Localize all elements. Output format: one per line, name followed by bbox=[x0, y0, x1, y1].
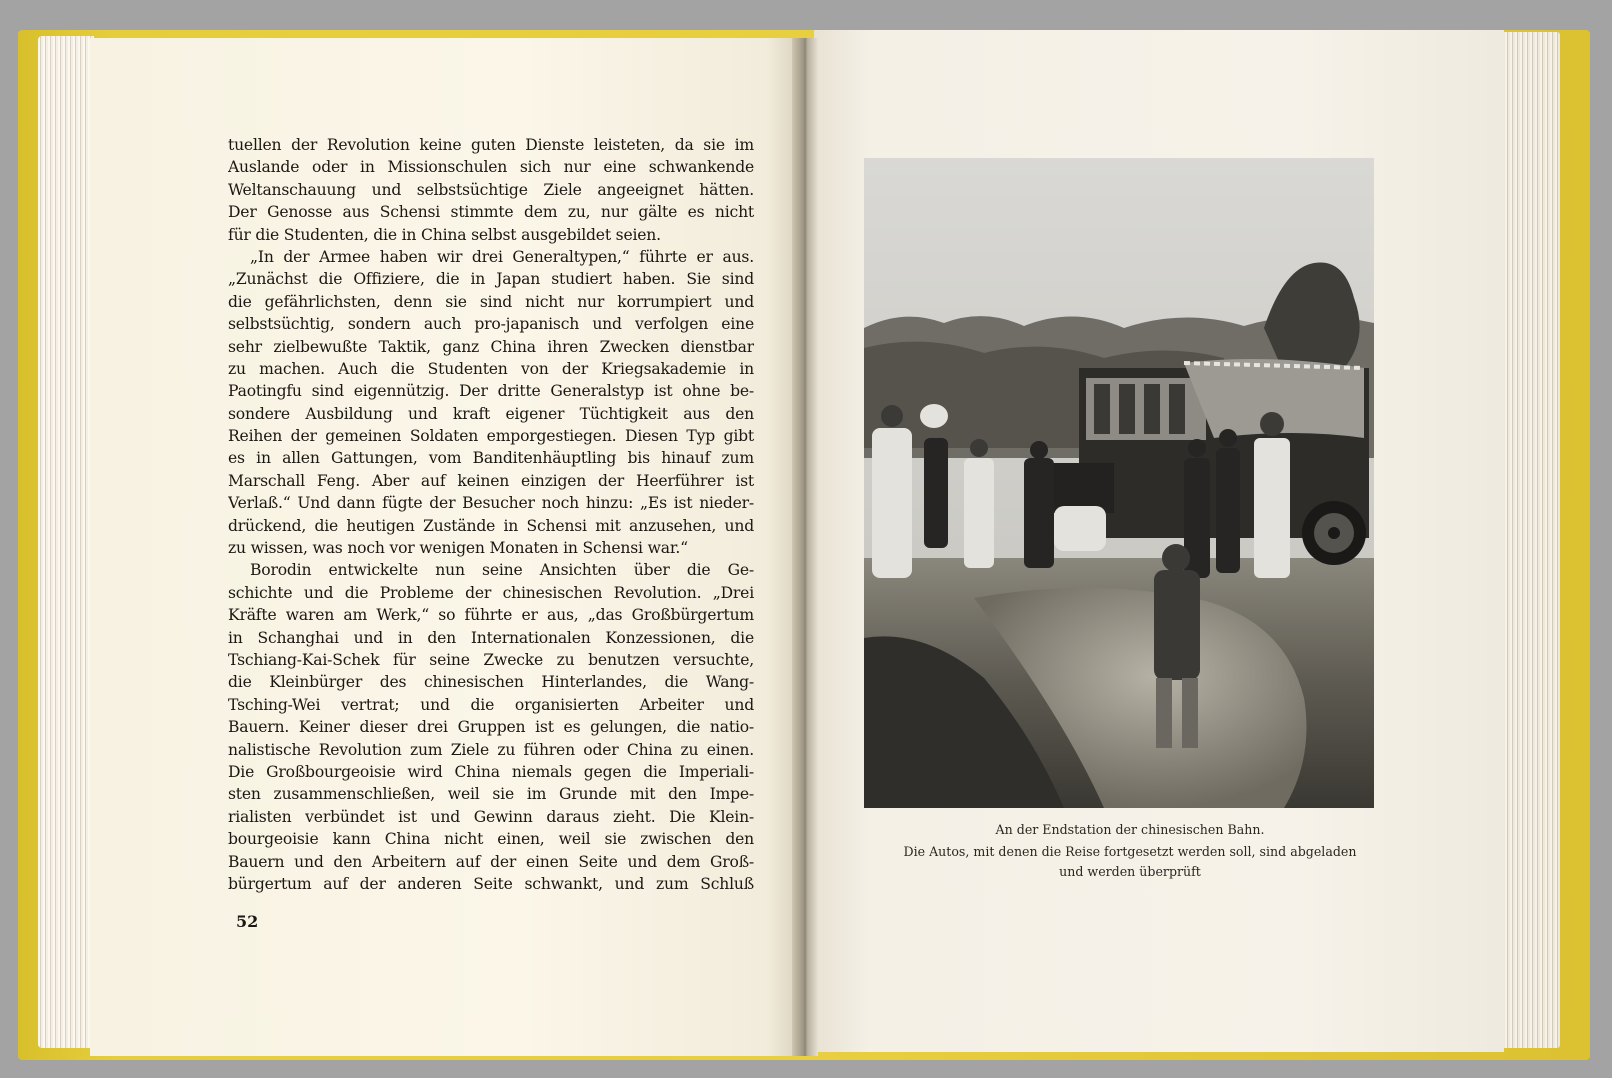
left-page-body-text bbox=[228, 134, 754, 895]
text-line: sondere Ausbildung und kraft eigener Tüchtigkeit aus den bbox=[228, 404, 754, 423]
page-number: 52 bbox=[236, 912, 259, 931]
text-line: nalistische Revolution zum Ziele zu führen oder China zu einen. bbox=[228, 740, 754, 759]
text-line: „Zunächst die Offiziere, die in Japan studiert haben. Sie sind bbox=[228, 270, 754, 289]
text-line: Borodin entwickelte nun seine Ansichten über die Ge- bbox=[250, 561, 754, 580]
photo-caption-line: und werden überprüft bbox=[1059, 864, 1201, 879]
text-line: Die Großbourgeoisie wird China niemals gegen die Imperiali- bbox=[228, 762, 754, 781]
text-line: tuellen der Revolution keine guten Dienste leisteten, da sie im bbox=[228, 136, 754, 154]
text-line: „In der Armee haben wir drei Generaltypen,“ führte er aus. bbox=[250, 247, 754, 266]
page-edges-right bbox=[1500, 32, 1560, 1048]
text-line: Bauern. Keiner dieser drei Gruppen ist es gelungen, die natio- bbox=[228, 718, 754, 737]
text-line: zu wissen, was noch vor wenigen Monaten in Schensi war.“ bbox=[228, 539, 688, 558]
text-line: bürgertum auf der anderen Seite schwankt, und zum Schluß bbox=[228, 874, 754, 893]
text-line: rialisten verbündet ist und Gewinn daraus zieht. Die Klein- bbox=[228, 807, 754, 826]
text-line: Paotingfu sind eigennützig. Der dritte Generalstyp ist ohne be- bbox=[228, 382, 754, 401]
text-line: Tsching-Wei vertrat; und die organisierten Arbeiter und bbox=[228, 695, 754, 714]
page-edges-left bbox=[38, 36, 94, 1048]
book-gutter bbox=[792, 38, 818, 1056]
photo-caption-line: Die Autos, mit denen die Reise fortgesetzt werden soll, sind abgeladen bbox=[903, 844, 1357, 859]
photograph bbox=[864, 158, 1374, 808]
text-line: es in allen Gattungen, vom Banditenhäuptling bis hinauf zum bbox=[228, 449, 754, 468]
text-line: Marschall Feng. Aber auf keinen einzigen der Heerführer ist bbox=[228, 471, 754, 490]
text-line: drückend, die heutigen Zustände in Schensi mit anzusehen, und bbox=[228, 516, 754, 535]
text-line: zu machen. Auch die Studenten von der Kriegsakademie in bbox=[228, 359, 754, 378]
text-line: schichte und die Probleme der chinesischen Revolution. „Drei bbox=[228, 583, 754, 602]
text-line: sehr zielbewußte Taktik, ganz China ihren Zwecken dienstbar bbox=[228, 337, 754, 356]
text-line: Verlaß.“ Und dann fügte der Besucher noch hinzu: „Es ist nieder- bbox=[228, 494, 754, 513]
text-line: selbstsüchtig, sondern auch pro-japanisch und verfolgen eine bbox=[228, 315, 754, 334]
text-line: Weltanschauung und selbstsüchtige Ziele angeeignet hätten. bbox=[228, 180, 754, 199]
photo-caption-title: An der Endstation der chinesischen Bahn. bbox=[995, 822, 1265, 837]
text-line: Reihen der gemeinen Soldaten emporgestiegen. Diesen Typ gibt bbox=[228, 427, 754, 446]
text-line: die Kleinbürger des chinesischen Hinterlandes, die Wang- bbox=[228, 673, 754, 692]
text-line: Auslande oder in Missionschulen sich nur eine schwankende bbox=[228, 158, 754, 177]
text-line: Der Genosse aus Schensi stimmte dem zu, nur gälte es nicht bbox=[228, 203, 754, 222]
text-line: sten zusammenschließen, weil sie im Grunde mit den Impe- bbox=[228, 785, 754, 804]
text-line: Tschiang-Kai-Schek für seine Zwecke zu benutzen versuchte, bbox=[228, 650, 754, 669]
text-line: Bauern und den Arbeitern auf der einen Seite und dem Groß- bbox=[228, 852, 754, 871]
text-line: bourgeoisie kann China nicht einen, weil sie zwischen den bbox=[228, 830, 754, 849]
text-line: die gefährlichsten, denn sie sind nicht nur korrumpiert und bbox=[228, 292, 754, 311]
text-line: für die Studenten, die in China selbst ausgebildet seien. bbox=[228, 225, 661, 244]
text-line: Kräfte waren am Werk,“ so führte er aus, „das Großbürgertum bbox=[228, 606, 754, 625]
photo-train-station-cars-icon bbox=[864, 158, 1374, 808]
text-line: in Schanghai und in den Internationalen Konzessionen, die bbox=[228, 628, 754, 647]
